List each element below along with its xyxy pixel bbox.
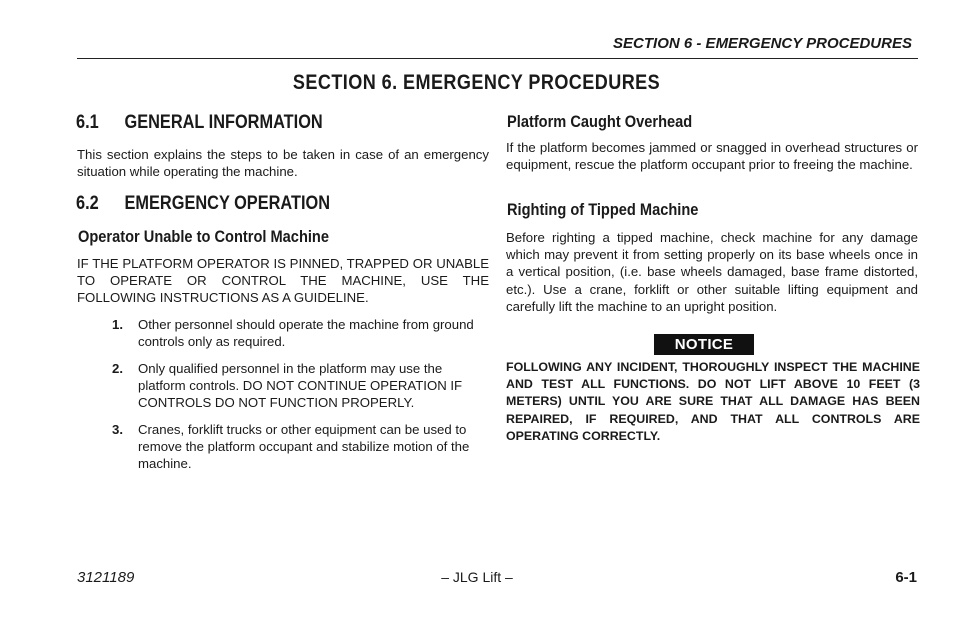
notice-badge: NOTICE [654, 334, 754, 355]
step-number: 3. [112, 422, 123, 437]
step-text: Only qualified personnel in the platform may use the platform controls. DO NOT CONTINUE OPERATION IF CONTROLS DO NOT FUNCTION PROPERLY. [138, 361, 463, 410]
heading-platform-caught: Platform Caught Overhead [507, 112, 693, 131]
righting-machine-text: Before righting a tipped machine, check machine for any damage which may prevent it from setting properly on its base wheels once in a vertical position, (i.e. base wheels damaged, base frame distorted, etc.). Use a crane, forklift or other suitable lifting equipment and carefully lift the machine to an upright position. [506, 230, 918, 314]
step-number: 1. [112, 317, 123, 332]
section-title [0, 71, 954, 95]
heading-text: EMERGENCY OPERATION [124, 193, 331, 214]
step-text: Cranes, forklift trucks or other equipment can be used to remove the platform occupant and stabilize motion of the machine. [138, 422, 470, 471]
header-divider [77, 58, 918, 59]
emergency-steps-list [112, 316, 488, 482]
heading-text: GENERAL INFORMATION [124, 112, 323, 133]
running-header: SECTION 6 - EMERGENCY PROCEDURES [613, 35, 912, 52]
general-information-text: This section explains the steps to be taken in case of an emergency situation while operating the machine. [77, 147, 489, 180]
notice-text: FOLLOWING ANY INCIDENT, THOROUGHLY INSPECT THE MACHINE AND TEST ALL FUNCTIONS. DO NOT LIFT ABOVE 10 FEET (3 METERS) UNTIL YOU ARE SURE THAT ALL DAMAGE HAS BEEN REPAIRED, IF REQUIRED, AND THAT ALL CONTROLS ARE OPERATING CORRECTLY. [506, 360, 920, 443]
list-item [112, 421, 488, 472]
section-title-text: SECTION 6. EMERGENCY PROCEDURES [293, 71, 661, 94]
step-text: Other personnel should operate the machine from ground controls only as required. [138, 317, 474, 349]
heading-number: 6.2 [76, 193, 99, 214]
heading-emergency-operation [76, 193, 330, 215]
footer-doc-number: 3121189 [77, 569, 135, 586]
platform-caught-text: If the platform becomes jammed or snagged in overhead structures or equipment, rescue the platform occupant prior to freeing the machine. [506, 140, 918, 173]
footer-page-number: 6-1 [895, 569, 917, 586]
list-item [112, 316, 488, 350]
subheading-operator-unable: Operator Unable to Control Machine [78, 227, 329, 246]
heading-righting-machine: Righting of Tipped Machine [507, 200, 699, 219]
step-number: 2. [112, 361, 123, 376]
operator-unable-intro: IF THE PLATFORM OPERATOR IS PINNED, TRAPPED OR UNABLE TO OPERATE OR CONTROL THE MACHINE, USE THE FOLLOWING INSTRUCTIONS AS A GUIDELINE. [77, 256, 489, 306]
list-item [112, 360, 488, 411]
heading-general-information [76, 112, 323, 134]
heading-number: 6.1 [76, 112, 99, 133]
footer-center: – JLG Lift – [441, 569, 513, 585]
